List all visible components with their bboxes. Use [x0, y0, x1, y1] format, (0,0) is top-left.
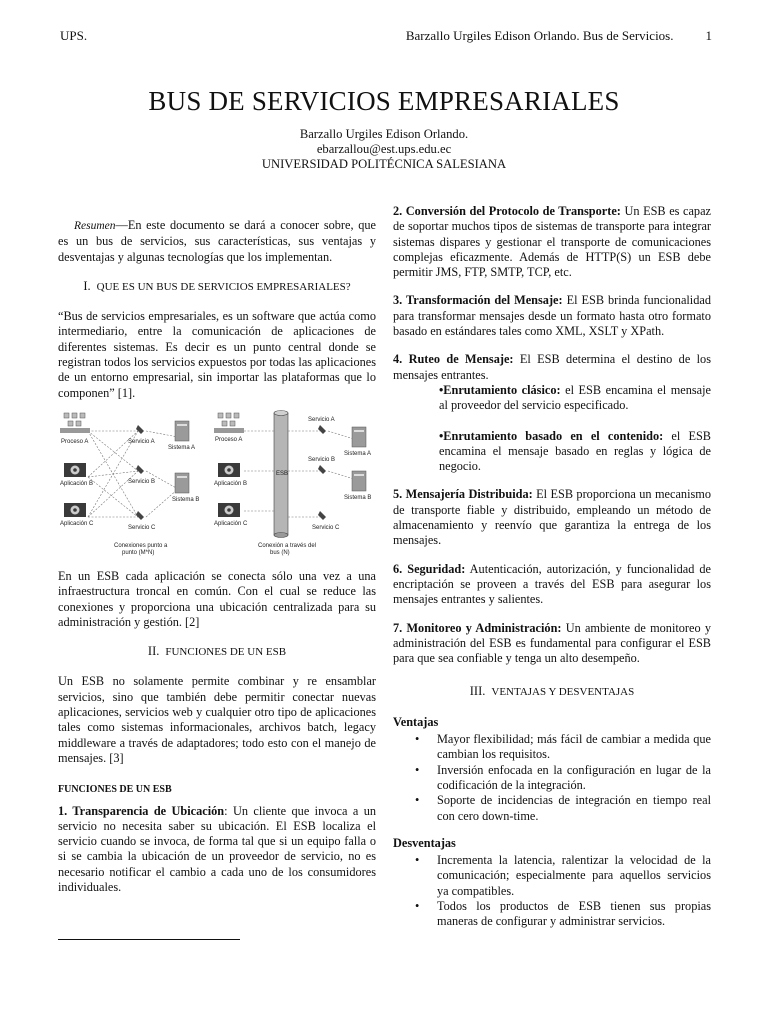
fig-right-node-0: Proceso A	[215, 436, 243, 443]
section-1-number: I.	[83, 278, 91, 293]
list-item	[393, 899, 711, 930]
abstract-label: Resumen	[74, 220, 116, 232]
left-column	[58, 204, 376, 895]
fig-right-node-2: Aplicación C	[214, 520, 248, 527]
routing-content-title: •Enrutamiento basado en el contenido:	[439, 428, 664, 443]
gear-icon	[218, 503, 240, 517]
function-item-2-text: Un ESB es capaz de soportar muchos tipos de sistemas de transporte para integrar sistemas dispares y gestionar el transporte de comunicaciones complejas eficazmente. Además de HTTP(S) un ESB debe permitir JMS, FTP, SMTP, TCP, etc.	[393, 204, 711, 280]
routing-content-text: el ESB encamina el mensaje basado en reglas y lógica de negocio.	[439, 428, 711, 474]
esb-figure	[58, 409, 376, 559]
fig-left-system-1: Sistema B	[172, 496, 200, 503]
function-item-1-title: 1. Transparencia de Ubicación	[58, 803, 225, 818]
fig-right-caption-1: Conexión a través del	[258, 542, 317, 549]
function-item-2-title: 2. Conversión del Protocolo de Transporte:	[393, 204, 621, 218]
list-item	[393, 793, 711, 824]
fig-right-node-1: Aplicación B	[214, 480, 248, 487]
function-item-6	[393, 562, 711, 608]
function-item-1-text: : Un cliente que invoca a un servicio no necesita saber su ubicación. El ESB localiza el servicio cuando se invoca, de forma tal que si un equipo falla o si se cambia la ubicación de un proveedor de servicio, no es necesario notificar el cambio a cada uno de los consumidores individuales.	[58, 803, 376, 895]
author-email: ebarzallou@est.ups.edu.ec	[316, 142, 452, 156]
desventaja-1: Todos los productos de ESB tienen sus propias maneras de configurar y administrar servicios.	[437, 898, 711, 929]
function-item-4	[393, 352, 711, 383]
routing-content	[439, 429, 711, 475]
function-item-3-text: El ESB brinda funcionalidad para transformar mensajes desde un formato hasta otro formato basado en estándares tales como XML, XSLT y XPath.	[393, 293, 711, 339]
function-item-3-title: 3. Transformación del Mensaje:	[393, 293, 563, 308]
function-item-7	[393, 621, 711, 667]
function-item-2	[393, 204, 711, 280]
gear-icon	[64, 463, 86, 477]
gear-icon	[218, 463, 240, 477]
fig-left-service-0: Servicio A	[128, 438, 155, 445]
page-number: 1	[705, 28, 712, 43]
fig-left-node-1: Aplicación B	[60, 480, 94, 487]
fig-left-service-1: Servicio B	[128, 478, 156, 485]
paper-title: BUS DE SERVICIOS EMPRESARIALES	[148, 86, 620, 116]
fig-right-bus-label: ESB	[276, 470, 289, 477]
fig-right-service-1: Servicio B	[308, 456, 336, 463]
function-item-1	[58, 804, 376, 896]
section-2-number: II.	[147, 644, 160, 659]
fig-left-caption-2: punto (M*N)	[122, 549, 155, 556]
fig-left-system-0: Sistema A	[168, 444, 196, 451]
fig-left-service-2: Servicio C	[128, 524, 156, 531]
process-a-icon	[60, 428, 90, 433]
function-item-7-text: Un ambiente de monitoreo y administración del ESB es fundamental para configurar el ESB para que sea confiable y tenga un alto desempeño.	[393, 620, 711, 666]
fig-left-node-2: Aplicación C	[60, 520, 94, 527]
function-item-5-text: El ESB proporciona un mecanismo de transporte fiable y distribuido, empleando un método de almacenamiento y reenvío que garantiza la entrega de los mensajes.	[393, 487, 711, 548]
list-item	[393, 853, 711, 899]
function-item-4-text: El ESB determina el destino de los mensajes entrantes.	[393, 352, 711, 382]
ventaja-0: Mayor flexibilidad; más fácil de cambiar a medida que cambian los requisitos.	[437, 732, 711, 762]
section-1-title: QUE ES UN BUS DE SERVICIOS EMPRESARIALES?	[96, 280, 351, 293]
section-3-title: VENTAJAS Y DESVENTAJAS	[491, 686, 635, 699]
section-2-title: FUNCIONES DE UN ESB	[165, 646, 287, 659]
fig-right-service-2: Servicio C	[312, 524, 340, 531]
right-column	[393, 204, 711, 930]
routing-classic-title: •Enrutamiento clásico:	[439, 382, 561, 397]
function-item-7-title: 7. Monitoreo y Administración:	[393, 620, 562, 635]
abstract	[58, 218, 376, 265]
fig-left-node-0: Proceso A	[61, 438, 89, 445]
function-item-6-text: Autenticación, autorización, y funcionalidad de encriptación se proveen a través del ESB para asegurar los mensajes entrantes y salientes.	[393, 561, 711, 607]
abstract-text: —En este documento se dará a conocer sobre, que es un bus de servicios, sus características, sus ventajas y desventajas y algunas tecnologías que los implementan.	[58, 218, 376, 264]
ventaja-1: Inversión enfocada en la configuración en lugar de la codificación de la integración.	[437, 762, 711, 792]
routing-classic	[439, 383, 711, 414]
fig-right-service-0: Servicio A	[308, 416, 335, 423]
fig-left-caption-1: Conexiones punto a	[114, 542, 168, 549]
esb-diagram	[58, 409, 376, 559]
bus-diagram	[214, 410, 371, 556]
function-item-5	[393, 487, 711, 548]
author-name: Barzallo Urgiles Edison Orlando.	[299, 127, 469, 141]
footnote-rule	[58, 939, 240, 940]
functions-subheading: FUNCIONES DE UN ESB	[58, 784, 172, 796]
server-icon	[175, 473, 189, 493]
routing-classic-text: el ESB encamina el mensaje al proveedor del servicio especificado.	[439, 382, 711, 413]
function-item-4-title: 4. Ruteo de Mensaje:	[393, 352, 514, 367]
service-icon	[318, 425, 326, 520]
section-2-heading	[58, 644, 376, 660]
function-item-5-title: 5. Mensajería Distribuida:	[393, 487, 533, 502]
desventaja-0: Incrementa la latencia, ralentizar la velocidad de la comunicación; especialmente para aquellos servicios ya compatibles.	[437, 853, 711, 898]
list-item	[393, 732, 711, 763]
section-1-paragraph: “Bus de servicios empresariales, es un software que actúa como intermediario, entre la comunicación de aplicaciones de diferentes sistemas. Es decir es un punto central donde se registran todos los servicios expuestos por todas las aplicaciones de un entorno empresarial, sin importar las plataformas que lo componen” [1].	[58, 309, 376, 400]
fig-right-system-0: Sistema A	[344, 450, 372, 457]
ventajas-heading: Ventajas	[393, 714, 439, 729]
para-after-figure: En un ESB cada aplicación se conecta sólo una vez a una infraestructura troncal en común. Con el cual se reduce las conexiones y proporciona una ubicación centralizada para su administración y gestión. [2]	[58, 568, 376, 629]
section-1-heading	[58, 279, 376, 295]
routing-subitems	[393, 383, 711, 474]
header-right	[406, 28, 712, 44]
section-2-paragraph: Un ESB no solamente permite combinar y re ensamblar servicios, sino que también debe permitir conectar nuevas aplicaciones, servicios web y cualquier otro tipo de aplicaciones tales como sistemas informacionales, archivos batch, legacy middleware a través de adaptadores; todo esto con el manejo de mensajes. [3]	[58, 674, 376, 765]
fig-right-system-1: Sistema B	[344, 494, 372, 501]
desventajas-heading: Desventajas	[393, 835, 456, 850]
server-icon	[352, 427, 366, 447]
function-item-6-title: 6. Seguridad:	[393, 561, 466, 576]
ventajas-list	[393, 732, 711, 824]
gear-icon	[64, 503, 86, 517]
author-block	[0, 127, 768, 172]
process-a-icon	[214, 428, 244, 433]
function-item-3	[393, 293, 711, 339]
desventajas-list	[393, 853, 711, 929]
section-3-number: III.	[469, 684, 486, 699]
server-icon	[352, 471, 366, 491]
section-3-heading	[393, 684, 711, 700]
fig-right-caption-2: bus (N)	[270, 549, 290, 556]
author-university: UNIVERSIDAD POLITÉCNICA SALESIANA	[261, 157, 507, 171]
point-to-point-diagram	[60, 413, 199, 556]
list-item	[393, 763, 711, 794]
header-right-text: Barzallo Urgiles Edison Orlando. Bus de Servicios.	[405, 28, 674, 43]
ventaja-2: Soporte de incidencias de integración en tiempo real con cero down-time.	[437, 793, 711, 823]
server-icon	[175, 421, 189, 441]
header-left: UPS.	[60, 28, 88, 43]
